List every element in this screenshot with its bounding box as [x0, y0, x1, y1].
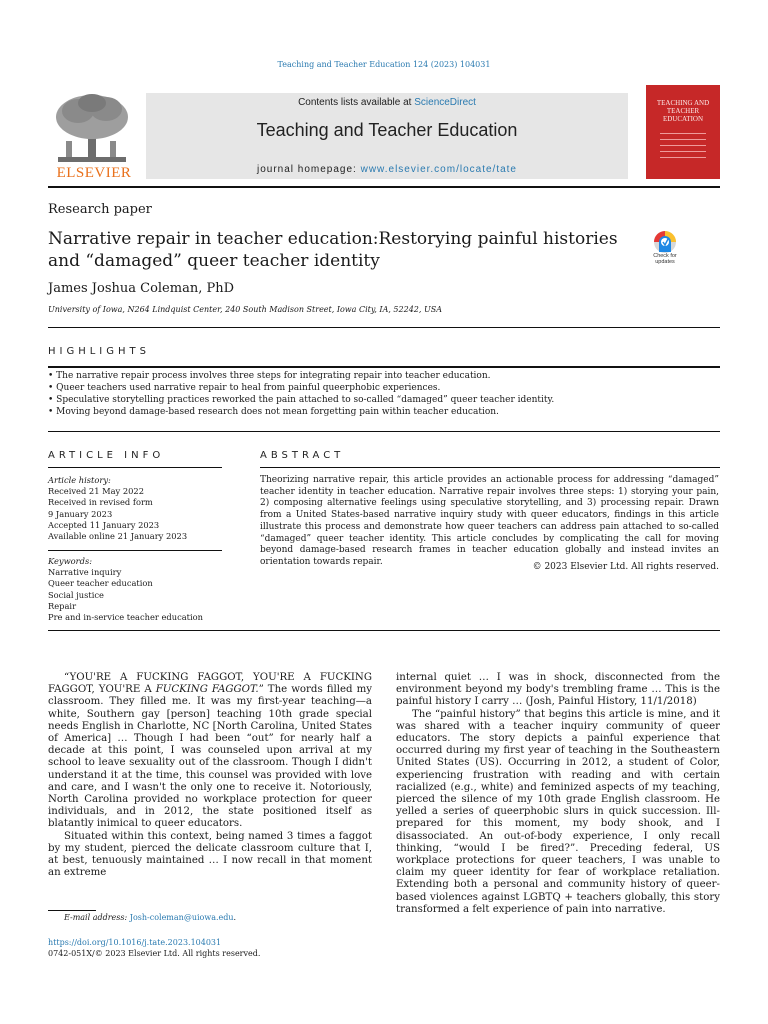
- history-entry: 9 January 2023: [48, 508, 113, 519]
- article-title: Narrative repair in teacher education:Restorying painful histories and “damaged” queer teacher identity: [48, 229, 618, 271]
- body-right-column: [396, 672, 720, 916]
- highlights-heading: HIGHLIGHTS: [48, 346, 150, 357]
- highlights-bottom-rule: [48, 431, 720, 432]
- header-divider: [48, 186, 720, 188]
- check-for-updates-button[interactable]: [646, 228, 684, 266]
- crossmark-label: Check for updates: [653, 253, 677, 265]
- body-paragraph: [48, 672, 372, 831]
- contents-line: [146, 97, 628, 108]
- keyword[interactable]: Pre and in-service teacher education: [48, 612, 203, 623]
- history-entry: Accepted 11 January 2023: [48, 519, 160, 530]
- journal-cover-thumbnail[interactable]: [646, 85, 720, 179]
- author-email-link[interactable]: Josh-coleman@uiowa.edu: [129, 913, 234, 922]
- article-history: [48, 475, 222, 542]
- highlight-item: • The narrative repair process involves three steps for integrating repair into teacher education.: [48, 371, 491, 381]
- email-period: .: [233, 913, 237, 922]
- homepage-prefix: journal homepage:: [256, 164, 361, 175]
- abstract-text: Theorizing narrative repair, this article provides an actionable process for addressing “damaged” teacher identity in teacher education. Narrative repair involves three steps: 1) storying your pain, 2) composing alternative feelings using speculative storytelling, and 3) processing repair. Drawn from a United States-based narrative inquiry study with queer educators, findings in this article illustrate this process and demonstrate how queer teachers can address pain attached to so-called “damaged” queer teacher identity. This article concludes by complicating the call for moving beyond damage-based research frames in teacher education globally and instead invites an orientation towards repair.: [260, 475, 719, 567]
- article-type: Research paper: [48, 202, 152, 217]
- body-paragraph: Situated within this context, being named 3 times a faggot by my student, pierced the delicate classroom culture that I, at best, tenuously maintained … I now recall in that moment an extreme: [48, 830, 372, 879]
- history-label: Article history:: [48, 475, 111, 485]
- sciencedirect-link[interactable]: ScienceDirect: [414, 97, 476, 108]
- body-paragraph: The “painful history” that begins this article is mine, and it was shared with a teacher inquiry community of queer educators. The story depicts a painful experience that occurred during my first year of teaching in the Southeastern United States (US). Occurring in 2012, a student of Color, experiencing frustration with reading and with certain racialized (e.g., white) and feminized aspects of my teaching, pierced the silence of my 10th grade English classroom. He yelled a series of queerphobic slurs in quick succession. Ill-prepared for this moment, my body shook, and I disassociated. An out-of-body experience, I only recall thinking, “would I be fired?”. Preceding federal, US workplace protections for queer teachers, I was unable to claim my queer identity for fear of workplace retaliation. Extending both a personal and community history of queer-based violences against LGBTQ + teachers globally, this story transformed a felt experience of pain into narrative.: [396, 708, 720, 915]
- keyword[interactable]: Narrative inquiry: [48, 567, 122, 578]
- keyword[interactable]: Queer teacher education: [48, 578, 153, 589]
- author-name[interactable]: James Joshua Coleman, PhD: [48, 281, 235, 296]
- elsevier-wordmark: ELSEVIER: [56, 165, 132, 181]
- homepage-link[interactable]: www.elsevier.com/locate/tate: [360, 164, 517, 175]
- elsevier-tree-icon: [52, 91, 132, 165]
- contents-prefix: Contents lists available at: [298, 97, 415, 108]
- front-matter-bottom-rule: [48, 630, 720, 631]
- journal-header: [48, 85, 720, 181]
- author-affiliation: University of Iowa, N264 Lindquist Center, 240 South Madison Street, Iowa City, IA, 52242, USA: [48, 305, 442, 314]
- journal-banner: [146, 93, 628, 179]
- body-left-column: [48, 672, 372, 879]
- keyword[interactable]: Social justice: [48, 589, 104, 600]
- opening-quote: “YOU'RE A FUCKING FAGGOT, YOU'RE A FUCKING FAGGOT, YOU'RE A: [48, 672, 372, 696]
- history-entry: Available online 21 January 2023: [48, 531, 188, 542]
- issn-copyright: 0742-051X/© 2023 Elsevier Ltd. All rights reserved.: [48, 949, 261, 958]
- keywords-label: Keywords:: [48, 556, 93, 566]
- footnote-rule: [48, 910, 96, 911]
- highlights-list: [48, 370, 720, 418]
- abstract-heading: ABSTRACT: [260, 450, 345, 461]
- highlight-item: • Speculative storytelling practices reworked the pain attached to so-called “damaged” queer teacher identity.: [48, 395, 555, 405]
- journal-citation[interactable]: Teaching and Teacher Education 124 (2023) 104031: [277, 60, 491, 69]
- article-info-heading: ARTICLE INFO: [48, 450, 165, 461]
- history-entry: Received in revised form: [48, 497, 153, 508]
- body-paragraph: internal quiet … I was in shock, disconnected from the environment beyond my body's trembling frame … This is the painful history I carry … (Josh, Painful History, 11/1/2018): [396, 672, 720, 708]
- homepage-line: [146, 164, 628, 175]
- keywords-block: [48, 556, 222, 623]
- highlight-item: • Queer teachers used narrative repair to heal from painful queerphobic experiences.: [48, 383, 441, 393]
- keyword[interactable]: Repair: [48, 600, 77, 611]
- journal-title: Teaching and Teacher Education: [256, 120, 518, 140]
- article-info-rule: [48, 467, 222, 468]
- opening-quote-emphasis: FUCKING FAGGOT.: [155, 684, 259, 696]
- opening-paragraph-text: ” The words filled my classroom. They filled me. It was my first-year teaching—a white, Southern gay [person] teaching 10th grade special needs English in Charlotte, NC [North Carolina, United States of America] … Though I had been “out” for nearly half a decade at this point, I was counseled upon arrival at my school to leave sexuality out of the classroom. Though I didn't understand it at the time, this counsel was provided with love and care, and I wasn't the only one to receive it. Notoriously, North Carolina provided no workplace protection for queer individuals, and in 2012, the state positioned itself as blatantly inimical to queer educators.: [48, 684, 372, 830]
- cover-decoration: [660, 133, 706, 163]
- affiliation-divider: [48, 327, 720, 328]
- doi-link[interactable]: https://doi.org/10.1016/j.tate.2023.104031: [48, 938, 222, 947]
- cover-title: TEACHING AND TEACHER EDUCATION: [656, 99, 710, 123]
- abstract-copyright: © 2023 Elsevier Ltd. All rights reserved.: [532, 562, 719, 572]
- abstract-rule: [260, 467, 720, 468]
- history-entry: Received 21 May 2022: [48, 486, 144, 497]
- highlight-item: • Moving beyond damage-based research does not mean forgetting pain within teacher education.: [48, 407, 499, 417]
- email-label: E-mail address:: [64, 913, 130, 922]
- highlights-top-rule: [48, 366, 720, 368]
- keywords-rule: [48, 550, 222, 551]
- elsevier-logo[interactable]: [48, 85, 140, 181]
- author-email-footnote: [64, 913, 236, 922]
